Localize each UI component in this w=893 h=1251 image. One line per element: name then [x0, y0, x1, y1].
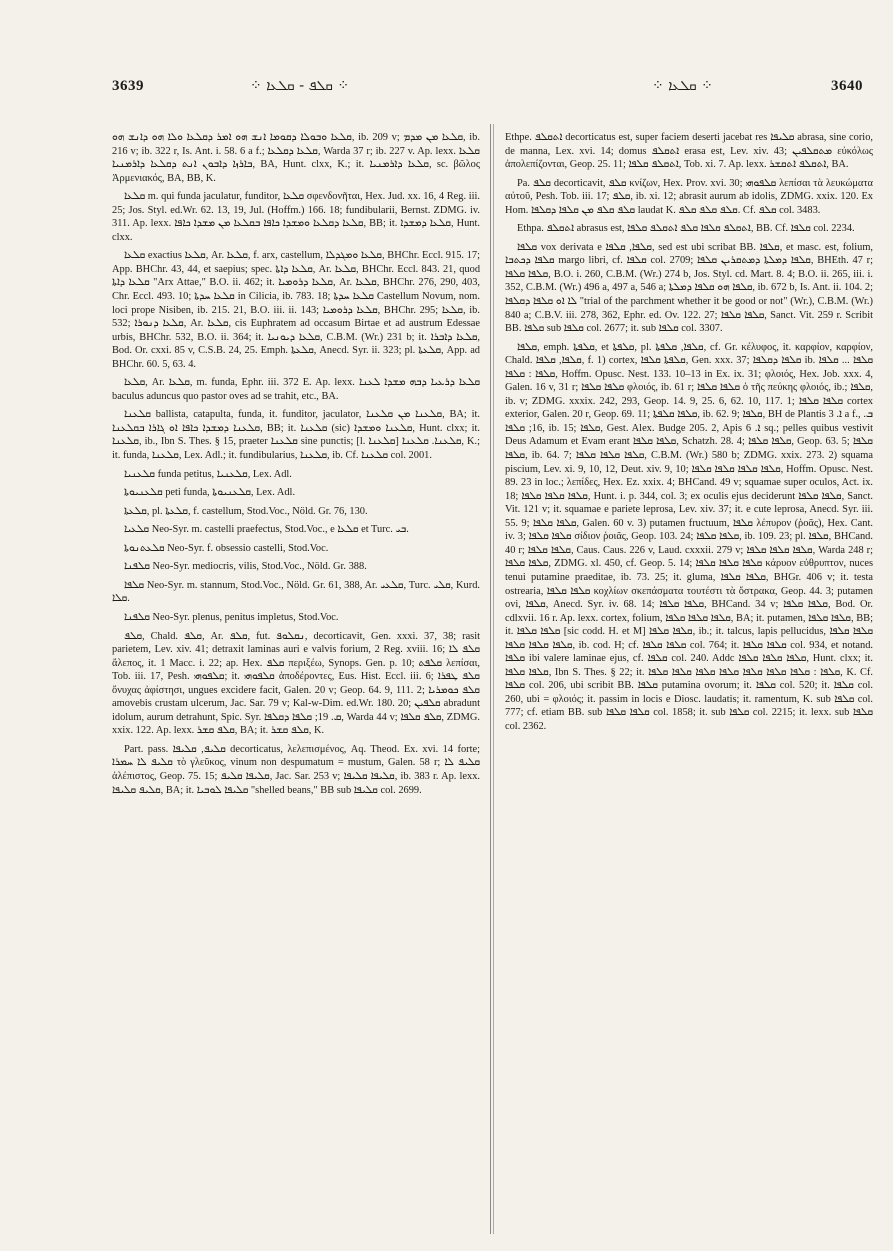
column-divider-inner: [493, 124, 495, 1234]
dictionary-entry: ܩܠܦܐ vox derivata e ܩܠܦܐ, ܩܠܦܐ, sed est ubi scribat BB. ܩܠܦܐ, et masc. est, folium, ܩܠܦܐ ܕܟܬܒܐ margo libri, cf. ܩܠܦܐ col. 2709; ܩܠܦܐ ܕܡܠܬܐ ܕܡܬܩܪܝܢ ܩܠܦܐ, BHEth. 47 r; ܩܠܦܐ ܩܠܦܐ, B.O. i. 260, C.B.M. (Wr.) 274 b, Jos. Styl. cd. Mart. 8. 4; B.O. ii. 265, iii. i. 352, C.B.M. (Wr.) 496 a, 497 a, 546 a; ܩܠܦܐ ܗܘ ܩܠܦܐ ܕܡܠܬܐ, ib. 672 b, Is. Ant. ii. 104. 2; ܠܐ ܐܘ ܩܠܦܐ ܕܩܠܦܐ "trial of the parchment whether it be good or not" (Wr.), C.B.M. (Wr.) 840 a; C.B.V. iii. 278, 362, Ephr. ed. Ov. 122. 27; ܩܠܦܐ ܩܠܦܐ, Sanct. Vit. 259 r. Scribit BB. ܩܠܦܐ sub ܩܠܦܐ col. 2677; it. sub ܩܠܦܐ col. 3307.: [505, 241, 873, 335]
dictionary-entry: ܩܠܦܢܐ Neo-Syr. plenus, penitus impletus, Stod.Voc.: [124, 611, 339, 623]
dictionary-entry: ܩܠܥܢܝܘܬܐ peti funda, ܩܠܥܢܝܘܬܐ, Lex. Adl.: [124, 487, 296, 499]
dictionary-entry: ܩܠܥܢܝܐ funda petitus, ܩܠܥܢܝܐ, Lex. Adl.: [124, 468, 292, 480]
right-column-title: ⁘ ܩܠܥܐ ⁘: [652, 78, 713, 94]
right-column: [505, 131, 873, 1236]
dictionary-entry: ܩܠܦܢܐ Neo-Syr. mediocris, vilis, Stod.Voc., Nöld. Gr. 388.: [124, 561, 367, 573]
column-divider: [490, 124, 492, 1234]
dictionary-entry: ܩܠܥܬܐ, pl. ܩܠܥܬܐ, f. castellum, Stod.Voc., Nöld. Gr. 76, 130.: [124, 505, 368, 517]
dictionary-entry: Pa. ܩܠܦ decorticavit, ܩܠܦ κνίζων, Hex. Prov. xvi. 30; ܩܠܦܘܗܝ λεπίσαι τὰ λευκώματα αὐτοῦ, Pesh. Tob. iii. 17; ܩܠܦ, ib. xi. 12; abrasit aurum ab idolis, ZDMG. xxix. 120. Ex Hom. ܩܠܦ ܩܠܦ ܡܢ ܩܠܦܐ ܕܩܠܦܐ laudat K. ܩܠܦ ܩܠܦ ܩܠܦ. Cf. ܩܠܦ col. 3483.: [505, 177, 873, 216]
dictionary-entry: ܩܠܦ, Chald. ܩܠܦ, Ar. ܩܠܦ, fut. ܢܩܠܘܦ, decorticavit, Gen. xxxi. 37, 38; rasit parietem, Lev. xiv. 41; detraxit laminas auri e valvis forium, 2 Reg. xviii. 16; ܩܠܦ ܠܐ ἄλεπος, it. 1 Macc. i. 22; ap. Hex. ܩܠܦ περιξέω, Synops. Gen. p. 10; ܩܠܦܬ λεπίσαι, Tob. iii. 17, Pesh. ܩܠܦܘܗܝ; it. ܩܠܦܘܗܝ ἀποδέροντες, Eus. Hist. Eccl. iii. 6; ܩܠܦ ܛܦܪܐ ὄνυχας ἀφίστησι, ungues excidere facit, Galen. 20 v; Geop. 64. 9, 111. 2; ܩܠܦ ܟܘܡܪܝܐ amovebis crustam ulcerum, Jac. Sar. 79 v; Kal-w-Dim. ed.Wr. 180. 20; ܩܠܦܝܢ abradunt idolum, aurum detrahunt, Spic. Syr. ܩ. 19; ܩܠܦܐ ܕܩܠܦܐ, Warda 44 v; ܩܠܦ ܩܠܦܐ, ZDMG. xxix. 122. Ap. lexx. ܩܠܦ ܩܫܪ, BA; it. ܩܠܦ ܩܫܪ, K.: [112, 630, 480, 737]
dictionary-entry: ܩܠܦܐ, emph. ܩܠܦܬܐ, et ܩܠܦܬܐ, pl. ܩܠܦܐ, ܩܠܦܬܐ, cf. Gr. κέλυφος, it. καρφίον, καρφίον, Chald. ܩܠܦܐ, ܩܠܦܐ, f. 1) cortex, ܩܠܦܬܐ ܩܠܦܐ, Gen. xxx. 37; ܩܠܦܐ ܕܩܠܦܐ ib. ܩܠܦܐ ... ܩܠܦܐ ܩܠܦܐ : ܩܠܦܐ, Hoffm. Opusc. Nest. 133. 10–13 in Ex. ix. 31; φλοιός, Hex. Job. xxx. 4, Galen. 16 v, 31 r; ܩܠܦܐ ܩܠܦܐ φλοιός, ib. 61 r; ܩܠܦܐ ܩܠܦܐ ὁ τῆς πεύκης φλοιός, ib.; ܩܠܦܐ, ib. v; ZDMG. xxxix. 242, 293, Geop. 14. 9, 25. 6, 62. 10, 117. 1; ܩܠܦܐ ܩܠܦܐ cortex exterior, Galen. 20 r, Geop. 69. 11; ܩܠܦܐ ܩܠܦܬܐ, ib. 62. 9; ܩܠܦܐ, BH de Plantis ܐ. 3 a f., ܒ. 16; ܩܠܦܐ, ib. 15; ܩܠܦܐ, Gest. Alex. Budge 205. 2, Apis ܐ. 6 sq.; pelles quibus vestivit Deus Adamum et Evam erant ܩܠܦܐ ܩܠܦܐ, Schatzh. 28. 4; ܩܠܦܐ ܩܠܦܐ, Geop. 63. 5; ܩܠܦܐ ܩܠܦܐ, ib. 64. 7; ܩܠܦܐ ܩܠܦܐ ܩܠܦܐ, C.B.M. (Wr.) 580 b; ZDMG. xxix. 273. 2) squama piscium, Lev. xi. 9, 10, 12, Deut. xiv. 9, 10; ܩܠܦܐ ܩܠܦܐ ܩܠܦܐ ܩܠܦܐ, Hoffm. Opusc. Nest. 89. 23 in loc.; λεπίδες, Hex. Ez. xxix. 4; BHCand. 49 v; squamae super oculos, Act. ix. 18; ܩܠܦܐ ܩܠܦܐ ܩܠܦܐ, Hunt. i. p. 344, col. 3; ex oculis ejus deciderunt ܩܠܦܐ ܩܠܦܐ, Sanct. Vit. 121 v; it. squamae e pariete leprosa, Lev. xiv. 37; it. e cute leprosa, Anecd. Syr. iii. 55. 9; ܩܠܦܐ ܩܠܦܐ, Galen. 60 v. 3) putamen fructuum, ܩܠܦܐ λέπυρον (ῥοᾶς), Hex. Cant. iv. 3; ܩܠܦܐ ܩܠܦܐ σίδιον ῥοιᾶς, Geop. 103. 24; ܩܠܦܐ ܩܠܦܐ, ib. 109. 23; pl. ܩܠܦܐ, BHCand. 40 r; ܩܠܦܐ ܩܠܦܐ, Caus. Caus. 226 v, Laud. cxxxii. 279 v; ܩܠܦܐ ܩܠܦܐ ܩܠܦܐ, Warda 248 r; ܩܠܦܐ ܩܠܦܐ, ZDMG. xl. 450, cf. Geop. 5. 14; ܩܠܦܐ ܩܠܦܐ ܩܠܦܐ κάρυον εὐθρυπτον, nuces tenui putamine praeditae, ib. 73. 25; it. gluma, ܩܠܦܐ ܩܠܦܐ, BHGr. 406 v; it. testa ostrearia, ܩܠܦܐ ܩܠܦܐ κοχλίων σκεπάσματα τουτέστι τὰ ὄστρακα, Geop. 44. 3; putamen ovi, ܩܠܦܐ, Anecd. Syr. iv. 68. 14; ܩܠܦܐ ܩܠܦܐ, BHCand. 34 v; ܩܠܦܐ ܩܠܦܐ, Bod. Or. cdlxvii. 16 r. Ap. lexx. cortex, folium, ܩܠܦܐ ܩܠܦܐ ܩܠܦܐ, BA; it. putamen, ܩܠܦܐ ܩܠܦܐ, BB; it. ܩܠܦܐ ܩܠܦܐ [sic codd. H. et M] ܩܠܦܐ ܩܠܦܐ, ib.; it. talcus, lapis pellucidus, ܩܠܦܐ ܩܠܦܐ ܩܠܦܐ ܩܠܦܐ ܩܠܦܐ, ib. cod. H; cf. ܩܠܦܐ ܩܠܦܐ col. 764; it. ܩܠܦܐ ܩܠܦܐ col. 934, et notand. ܩܠܦܐ ibi valere laminae ejus, cf. ܩܠܦܐ col. 240. Addc ܩܠܦܐ ܩܠܦܐ ܩܠܦܐ, Hunt. clxx; it. ܩܠܦܐ ܩܠܦܐ, Ibn S. Thes. § 22; it. ܩܠܦܐ : ܩܠܦܐ ܩܠܦܐ ܩܠܦܐ ܩܠܦܐ ܩܠܦܐ ܩܠܦܐ ܩܠܦܐ, K. Cf. ܩܠܦܐ col. 206, ubi scribit BB. ܩܠܦܐ putamina ovorum; it. ܩܠܦܐ col. 520; it. ܩܠܦܐ col. 260, ubi = φλοιός; it. passim in locis e Diosc. laudatis; it. ramentum, K. sub ܩܠܦܐ col. 777; cf. etiam BB. sub ܩܠܦܐ ܩܠܦܐ col. 1858; it. sub ܩܠܦܐ col. 2215; it. lexx. sub ܩܠܦܐ col. 2362.: [505, 341, 873, 732]
right-page-number: 3640: [831, 78, 863, 94]
dictionary-entry: ܩܠܦܐ Neo-Syr. m. stannum, Stod.Voc., Nöld. Gr. 61, 388, Ar. ܩܠܥܝ, Turc. ܩܠܝ, Kurd. ܩܠܐ.: [112, 579, 480, 605]
dictionary-entry: ܩܠܥܝܐ Neo-Syr. m. castelli praefectus, Stod.Voc., e ܩܠܥܐ et Turc. ܒܝ.: [124, 524, 409, 536]
page-header: [0, 78, 893, 102]
dictionary-entry: ܩܠܥܢܐ ballista, catapulta, funda, it. funditor, jaculator, ܩܠܥܢܐ ܡܢ ܩܠܥܢܐ, BA; it. ܩܠܥܢܐ ܕܡܫܕܐ ܟܐܦܐ ܐܘ ܓܐܪܐ ܒܩܠܥܢܐ, BB; it. ܩܠܥܢܐ (sic) ܩܠܥܢܐ ܘܡܫܕܐ, Hunt. clxx; it. ܩܠܥܢܐ, ib., Ibn S. Thes. § 15, praeter ܩܠܥܢܐ sine punctis; [l. ܩܠܥܢܐ] ܩܠܥܢܐ. ܩܠܥܢܐ, K.; it. funda, ܩܠܥܢܐ, Lex. Adl.; it. fundibularius, ܩܠܥܢܐ, ib. Cf. ܩܠܥܢܐ col. 2001.: [112, 409, 480, 462]
dictionary-entry: ܩܠܥܐ m. qui funda jaculatur, funditor, ܩܠܥܐ σφενδονῆται, Hex. Jud. xx. 16, 4 Reg. iii. 25; Jos. Styl. ed.Wr. 62. 13, 19, Jul. (Hoffm.) 166. 18; fundibularii, Bernst. ZDMG. iv. 311. Ap. lexx. ܩܠܥܐ ܕܩܠܥܐ ܘܡܫܕܐ ܟܐܦܐ ܒܩܠܥܐ ܡܢ ܡܫܕܐ ܟܐܦܐ, BB; it. ܩܠܥܐ ܕܡܫܕܐ, Hunt. clxx.: [112, 191, 480, 243]
dictionary-entry: ܩܠܥܐ exactius ܩܠܥܐ, Ar. ܩܠܥܐ, f. arx, castellum, ܩܠܥܐ ܘܡܓܕܠܐ, BHChr. Eccl. 915. 17; App. BHChr. 43, 44, et saepius; spec. ܩܠܥܐ ܕܐܬܐ, Ar. ܩܠܥܐ, BHChr. Eccl. 843. 21, quod ܩܠܥܐ ܕܐܬܐ "Arx Attae," B.O. ii. 462; it. ܩܠܥܐ ܕܪܘܡܝܐ, Ar. ܩܠܥܐ, BHChr. 276, 290, 403, Chr. Eccl. 493. 10; ܩܠܥܐ ܚܕܬܐ in Cilicia, ib. 783. 18; ܩܠܥܐ ܚܕܬܐ Castellum Novum, nom. loci prope Nisiben, ib. 215. 21, B.O. iii. ii. 143; ܩܠܥܐ ܕܪܘܡܝܐ, BHChr. 295; ܩܠܥܐ, ib. 532; ܩܠܥܐ ܕܢܘܪܐ, Ar. ܩܠܥܐ, cis Euphratem ad occasum Birtae et ad austrum Edessae urbis, BHChr. 532, B.O. ii. 364; it. ܩܠܥܐ ܕܝܘܢܝܐ, C.B.M. (Wr.) 231 b; it. ܩܠܥܐ ܕܐܒܪܐ, Bod. Or. cxxi. 85 v, C.S.B. 24, 25. Emph. ܩܠܥܬܐ, Anecd. Syr. ii. 323; pl. ܩܠܥܬܐ, App. ad BHChr. 60. 5, 63. 4.: [112, 250, 480, 370]
dictionary-entry: ܩܠܥܐ ܘܒܘܠܐ ܕܩܘܡܐ ܐܢܫ ܗܘ ܐܡܪ ܕܩܠܥܐ ܘܠܐ ܗܘ ܕܐܢܫ ܗܘ, ib. 209 v; ܩܠܥܐ ܡܢ ܡܕܡ, ib. 216 v; ib. 322 r, Is. Ant. i. 58. 6 a f.; ܩܠܥܐ ܕܩܠܥܐ, Warda 37 r; ib. 227 v. Ap. lexx. ܩܠܥܐ ܒܐܪܙܐ ܕܐܒܘܢ ܐܢܬ ܕܩܠܥܐ ܕܐܪܡܢܝܐ, BA, Hunt. clxx, K.; it. ܩܠܥܐ ܕܐܪܡܢܝܐ, sc. βῶλος Ἀρμενιακός, BA, BB, K.: [112, 132, 480, 184]
left-column-title: ⁘ ܩܠܦ - ܩܠܥܐ ⁘: [250, 78, 350, 94]
dictionary-entry: Ethpe. ܐܬܩܠܦ decorticatus est, super faciem deserti jacebat res ܩܠܝܦܐ abrasa, sine corio, de manna, Lex. xvi. 14; domus ܐܬܩܠܦ erasa est, Lev. xiv. 43; ܡܬܩܠܦܝܢ εὐκόλως ἀπολεπίζονται, Geop. 25. 11; ܐܬܩܠܦ ܩܠܦܐ, Tob. xi. 7. Ap. lexx. ܐܬܩܠܦ ܐܬܩܫܪ, BA.: [505, 132, 873, 171]
left-page-number: 3639: [112, 78, 144, 94]
left-column: [112, 131, 480, 1236]
dictionary-entry: Ethpa. ܐܬܩܠܦ abrasus est, ܐܬܩܠܦ ܩܠܦܐ ܩܠܦ ܐܬܩܠܦ ܩܠܦܐ, BB. Cf. ܩܠܦܐ col. 2234.: [517, 223, 855, 235]
dictionary-entry: Part. pass. ܩܠܝܦ, ܩܠܝܦܐ decorticatus, λελεπισμένος, Aq. Theod. Ex. xvi. 14 forte; ܩܠܝܦ ܠܐ ܚܡܪܐ τὸ γλεῦκος, vinum non despumatum = mustum, Galen. 58 r; ܩܠܝܦ ܠܐ ἀλέπιστος, Geop. 75. 15; ܩܠܝܦܐ ܩܠܝܦ, Jac. Sar. 253 v; ܩܠܝܦܐ ܩܠܝܦܐ, ib. 383 r. Ap. lexx. ܩܠܝܦ ܩܠܝܦܐ, BA; it. ܩܠܝܦܐ ܠܘܒܝܐ "shelled beans," BB sub ܩܠܝܦܐ col. 2699.: [112, 743, 480, 796]
dictionary-entry: ܩܠܥܬܢܘܬܐ Neo-Syr. f. obsessio castelli, Stod.Voc.: [124, 542, 329, 554]
dictionary-entry: ܩܠܥܐ, Ar. ܩܠܥܐ, m. funda, Ephr. iii. 372 E. Ap. lexx. ܩܠܥܐ ܕܪܥܝܐ ܕܒܗ ܡܫܕܐ ܠܥܢܐ baculus aduncus quo pastor oves ad se trahit, etc., BA.: [112, 377, 480, 402]
